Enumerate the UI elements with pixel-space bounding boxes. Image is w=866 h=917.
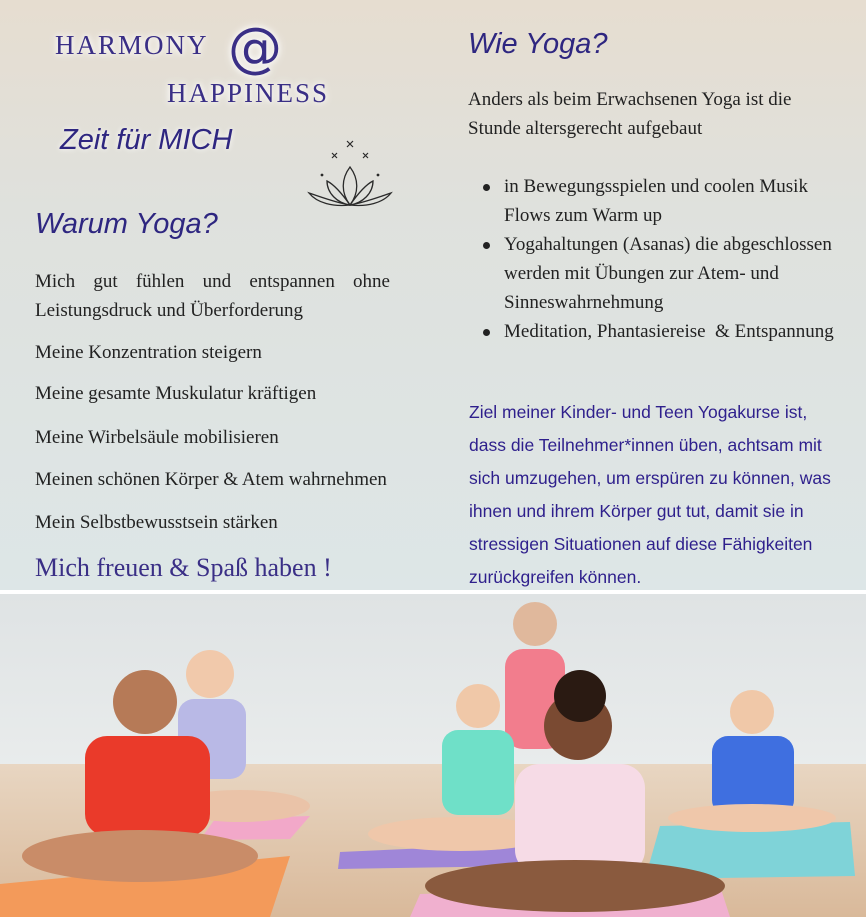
how-intro: Anders als beim Erwachsenen Yoga ist die Stunde altersgerecht aufgebaut [468, 89, 792, 139]
why-item: Mich gut fühlen und entspannen ohne Leistungsdruck und Überforderung [35, 271, 390, 321]
why-item: Meine Wirbelsäule mobilisieren [35, 427, 279, 448]
bullet-icon [483, 242, 490, 249]
goal-paragraph: Ziel meiner Kinder- und Teen Yogakurse ist, dass die Teilnehmer*innen üben, achtsam mit sich umzugehen, um erspüren zu können, was ihnen und ihrem Körper gut tut, damit sie in stressigen Situationen auf diese Fähigkeiten zurückgreifen können. [469, 402, 831, 587]
list-item: Yogahaltungen (Asanas) die abgeschlossen werden mit Übungen zur Atem- und Sinneswahrnehmung [504, 230, 854, 317]
logo-at-sign: @ [228, 16, 282, 79]
why-item: Meinen schönen Körper & Atem wahrnehmen [35, 469, 387, 490]
logo-line-1: HARMONY [55, 30, 209, 60]
yoga-kids-photo [0, 594, 866, 917]
why-item: Mein Selbstbewusstsein stärken [35, 512, 278, 533]
how-heading: Wie Yoga? [468, 28, 608, 60]
why-item: Meine Konzentration steigern [35, 342, 262, 363]
list-item: Meditation, Phantasiereise & Entspannung [504, 317, 854, 346]
logo-line-2: HAPPINESS [167, 78, 330, 108]
bullet-icon [483, 184, 490, 191]
why-item: Meine gesamte Muskulatur kräftigen [35, 383, 317, 404]
how-bullet-list [470, 172, 854, 346]
lotus-icon [303, 137, 397, 211]
why-heading: Warum Yoga? [35, 208, 218, 240]
why-closing: Mich freuen & Spaß haben ! [35, 553, 332, 582]
bullet-icon [483, 329, 490, 336]
list-item: in Bewegungsspielen und coolen Musik Flows zum Warm up [504, 172, 854, 230]
tagline: Zeit für MICH [60, 124, 233, 156]
